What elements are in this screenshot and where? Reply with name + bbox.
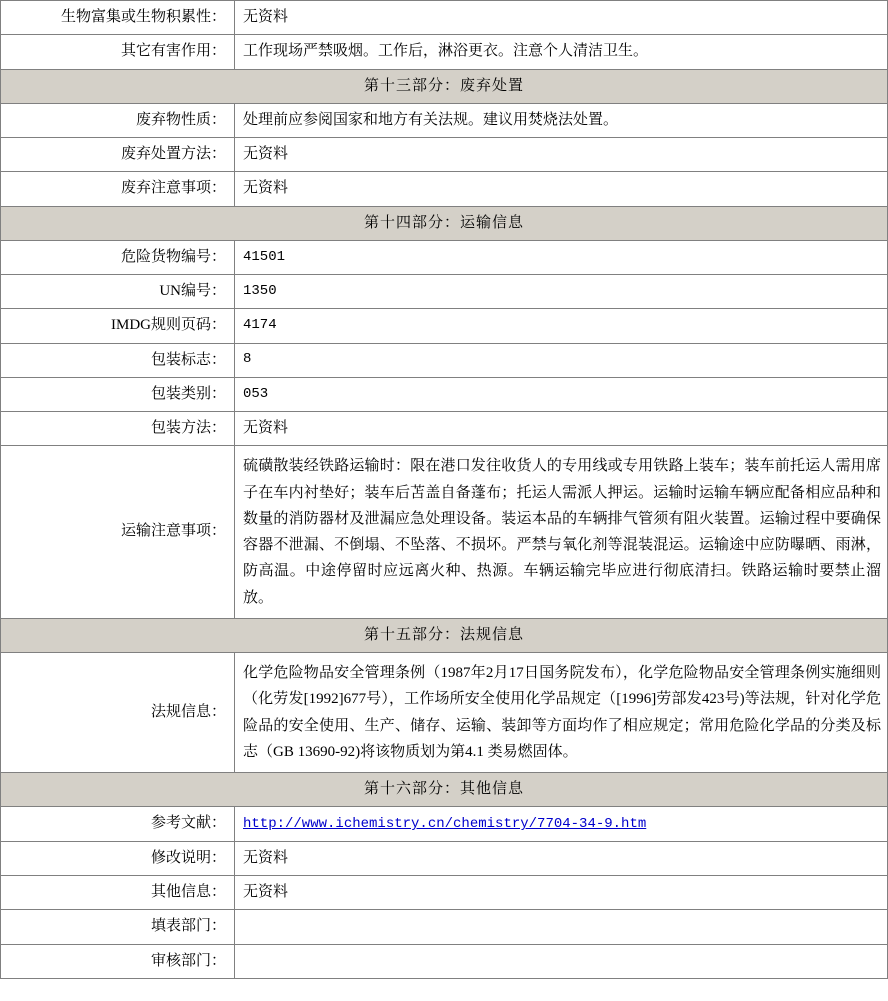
section-header-row bbox=[1, 773, 888, 807]
row-label: 危险货物编号： bbox=[1, 240, 235, 274]
section-title: 第十六部分：其他信息 bbox=[1, 773, 888, 807]
row-label: 废弃处置方法： bbox=[1, 138, 235, 172]
row-label: 废弃注意事项： bbox=[1, 172, 235, 206]
row-label: IMDG规则页码： bbox=[1, 309, 235, 343]
row-value: 053 bbox=[235, 377, 888, 411]
table-row bbox=[1, 309, 888, 343]
section-title: 第十五部分：法规信息 bbox=[1, 618, 888, 652]
table-row bbox=[1, 377, 888, 411]
table-row bbox=[1, 343, 888, 377]
row-label: 包装标志： bbox=[1, 343, 235, 377]
row-value: 硫磺散装经铁路运输时：限在港口发往收货人的专用线或专用铁路上装车；装车前托运人需用席子在车内衬垫好；装车后苫盖自备蓬布；托运人需派人押运。运输时运输车辆应配备相应品种和数量的消防器材及泄漏应急处理设备。装运本品的车辆排气管须有阻火装置。运输过程中要确保容器不泄漏、不倒塌、不坠落、不损坏。严禁与氧化剂等混装混运。运输途中应防曝晒、雨淋，防高温。中途停留时应远离火种、热源。车辆运输完毕应进行彻底清扫。铁路运输时要禁止溜放。 bbox=[235, 446, 888, 619]
row-value: 化学危险物品安全管理条例（1987年2月17日国务院发布），化学危险物品安全管理条例实施细则（化劳发[1992]677号），工作场所安全使用化学品规定（[1996]劳部发423号)等法规，针对化学危险品的安全使用、生产、储存、运输、装卸等方面均作了相应规定；常用危险化学品的分类及标志（GB 13690-92)将该物质划为第4.1 类易燃固体。 bbox=[235, 653, 888, 773]
row-value: 4174 bbox=[235, 309, 888, 343]
table-row bbox=[1, 1, 888, 35]
row-label: 填表部门： bbox=[1, 910, 235, 944]
table-row bbox=[1, 240, 888, 274]
table-row bbox=[1, 412, 888, 446]
table-row bbox=[1, 807, 888, 842]
row-label: 运输注意事项： bbox=[1, 446, 235, 619]
row-label: 参考文献： bbox=[1, 807, 235, 842]
row-value: 无资料 bbox=[235, 138, 888, 172]
row-label: 生物富集或生物积累性： bbox=[1, 1, 235, 35]
row-value: 无资料 bbox=[235, 876, 888, 910]
table-row bbox=[1, 944, 888, 978]
row-label: 其它有害作用： bbox=[1, 35, 235, 69]
table-row bbox=[1, 876, 888, 910]
section-title: 第十四部分：运输信息 bbox=[1, 206, 888, 240]
row-value: 8 bbox=[235, 343, 888, 377]
row-value: 工作现场严禁吸烟。工作后，淋浴更衣。注意个人清洁卫生。 bbox=[235, 35, 888, 69]
row-label: 包装方法： bbox=[1, 412, 235, 446]
table-row bbox=[1, 172, 888, 206]
table-row bbox=[1, 138, 888, 172]
reference-link[interactable]: http://www.ichemistry.cn/chemistry/7704-34-9.htm bbox=[243, 816, 647, 833]
row-label: 修改说明： bbox=[1, 841, 235, 875]
table-row bbox=[1, 275, 888, 309]
section-title: 第十三部分：废弃处置 bbox=[1, 69, 888, 103]
table-row bbox=[1, 446, 888, 619]
row-value bbox=[235, 807, 888, 842]
section-header-row bbox=[1, 618, 888, 652]
section-header-row bbox=[1, 69, 888, 103]
table-row bbox=[1, 841, 888, 875]
row-value: 无资料 bbox=[235, 841, 888, 875]
row-value: 无资料 bbox=[235, 172, 888, 206]
section-header-row bbox=[1, 206, 888, 240]
table-row bbox=[1, 653, 888, 773]
table-row bbox=[1, 103, 888, 137]
row-label: 废弃物性质： bbox=[1, 103, 235, 137]
row-label: 法规信息： bbox=[1, 653, 235, 773]
row-value: 无资料 bbox=[235, 412, 888, 446]
row-value: 处理前应参阅国家和地方有关法规。建议用焚烧法处置。 bbox=[235, 103, 888, 137]
row-value bbox=[235, 910, 888, 944]
table-row bbox=[1, 910, 888, 944]
row-label: UN编号： bbox=[1, 275, 235, 309]
row-value: 无资料 bbox=[235, 1, 888, 35]
row-label: 其他信息： bbox=[1, 876, 235, 910]
table-row bbox=[1, 35, 888, 69]
row-value: 41501 bbox=[235, 240, 888, 274]
row-value bbox=[235, 944, 888, 978]
row-label: 审核部门： bbox=[1, 944, 235, 978]
row-label: 包装类别： bbox=[1, 377, 235, 411]
row-value: 1350 bbox=[235, 275, 888, 309]
